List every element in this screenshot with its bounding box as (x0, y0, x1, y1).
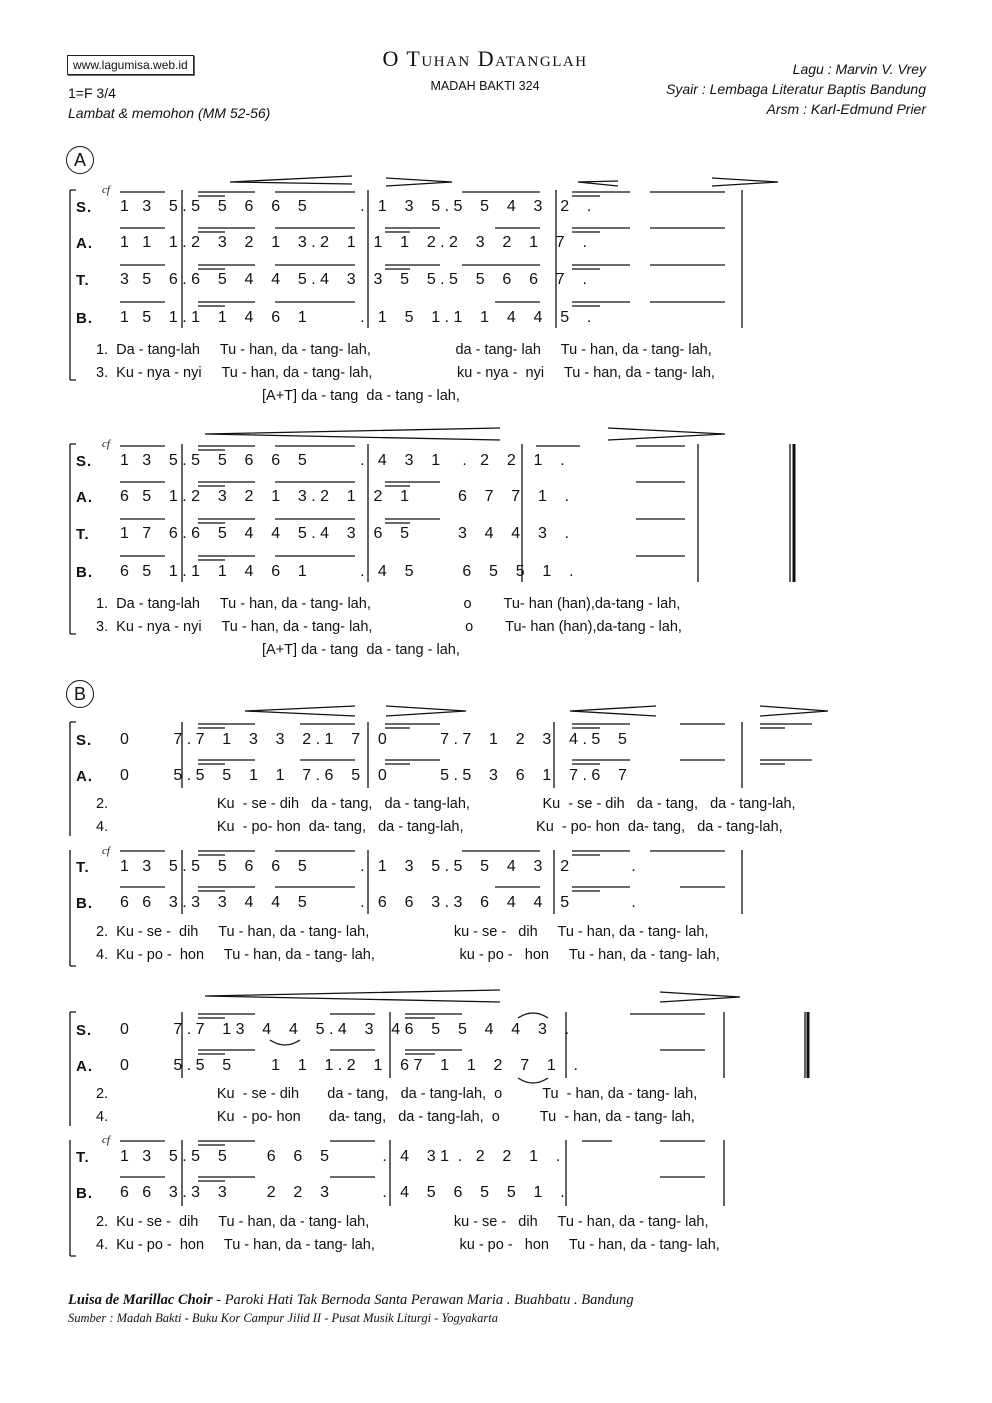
song-subtitle: MADAH BAKTI 324 (430, 79, 540, 93)
lyric-sa-verse-2: 2. Ku - se - dih da - tang, da - tang-lah, o Tu - han, da - tang- lah, (96, 1086, 698, 1102)
voice-label-soprano: S. (76, 1022, 93, 1039)
soprano-notes: 1 3 5 . 5 5 6 6 5 . 4 3 1 . 2 2 1 . (120, 452, 565, 469)
tenor-notes: 3 5 6 . 6 5 4 4 5 . 4 3 3 5 5 . 5 5 6 6 7 . (120, 271, 587, 288)
arranger: Arsm : Karl-Edmund Prier (766, 101, 926, 117)
credits (666, 59, 926, 119)
alto-notes: 0 5 . 5 5 1 1 7 . 6 5 0 5 . 5 3 6 1 7 . 6 7 (120, 767, 627, 784)
section-b-marker: B (66, 680, 94, 708)
voice-label-bass: B. (76, 1185, 93, 1202)
voice-label-alto: A. (76, 235, 93, 252)
lyric-tb-verse-2: 2. Ku - se - dih Tu - han, da - tang- lah, ku - se - dih Tu - han, da - tang- lah, (96, 1214, 709, 1230)
voice-label-bass: B. (76, 310, 93, 327)
cf-marking: cf (102, 438, 110, 450)
voice-label-alto: A. (76, 1058, 93, 1075)
key-signature: 1=F 3/4 (68, 85, 116, 101)
voice-label-tenor: T. (76, 859, 90, 876)
lyric-sa-verse-4: 4. Ku - po- hon da- tang, da - tang-lah, Ku - po- hon da- tang, da - tang-lah, (96, 819, 783, 835)
lyric-sa-verse-4: 4. Ku - po- hon da- tang, da - tang-lah, o Tu - han, da - tang- lah, (96, 1109, 695, 1125)
lyric-sa-verse-2: 2. Ku - se - dih da - tang, da - tang-lah, Ku - se - dih da - tang, da - tang-lah, (96, 796, 796, 812)
cf-marking: cf (102, 1134, 110, 1146)
tempo-marking: Lambat & memohon (MM 52-56) (68, 105, 271, 121)
choir-name: Luisa de Marillac Choir (68, 1292, 213, 1308)
bass-notes: 6 6 3 . 3 3 4 4 5 . 6 6 3 . 3 6 4 4 5 . (120, 894, 636, 911)
voice-label-alto: A. (76, 489, 93, 506)
soprano-notes: 1 3 5 . 5 5 6 6 5 . 1 3 5 . 5 5 4 3 2 . (120, 198, 592, 215)
footer-choir-info (68, 1292, 634, 1309)
alto-notes: 6 5 1 . 2 3 2 1 3 . 2 1 2 1 6 7 7 1 . (120, 488, 570, 505)
lyric-alto-tenor: [A+T] da - tang da - tang - lah, (262, 642, 460, 658)
song-title: O Tuhan Datanglah (382, 46, 588, 71)
alto-notes: 1 1 1 . 2 3 2 1 3 . 2 1 1 1 2 . 2 3 2 1 7 . (120, 234, 587, 251)
voice-label-tenor: T. (76, 272, 90, 289)
voice-label-soprano: S. (76, 199, 93, 216)
alto-notes: 0 5 . 5 5 1 1 1 . 2 1 6 7 1 1 2 7 1 . (120, 1057, 578, 1074)
website-label: www.lagumisa.web.id (67, 55, 194, 75)
cf-marking: cf (102, 184, 110, 196)
lyric-verse-3: 3. Ku - nya - nyi Tu - han, da - tang- lah, ku - nya - nyi Tu - han, da - tang- lah, (96, 365, 715, 381)
lyric-verse-1: 1. Da - tang-lah Tu - han, da - tang- lah, o Tu- han (han),da-tang - lah, (96, 596, 681, 612)
voice-label-bass: B. (76, 895, 93, 912)
tenor-notes: 1 3 5 . 5 5 6 6 5 . 4 3 1 . 2 2 1 . (120, 1148, 561, 1165)
voice-label-soprano: S. (76, 453, 93, 470)
soprano-notes: 0 7 . 7 1 3 3 2 . 1 7 0 7 . 7 1 2 3 4 . 5 5 (120, 731, 627, 748)
voice-label-tenor: T. (76, 526, 90, 543)
voice-label-soprano: S. (76, 732, 93, 749)
lyric-tb-verse-4: 4. Ku - po - hon Tu - han, da - tang- lah, ku - po - hon Tu - han, da - tang- lah, (96, 947, 720, 963)
section-a-marker: A (66, 146, 94, 174)
lyric-tb-verse-4: 4. Ku - po - hon Tu - han, da - tang- lah, ku - po - hon Tu - han, da - tang- lah, (96, 1237, 720, 1253)
tenor-notes: 1 7 6 . 6 5 4 4 5 . 4 3 6 5 3 4 4 3 . (120, 525, 570, 542)
composer: Lagu : Marvin V. Vrey (792, 61, 926, 77)
lyric-verse-3: 3. Ku - nya - nyi Tu - han, da - tang- lah, o Tu- han (han),da-tang - lah, (96, 619, 682, 635)
footer-source: Sumber : Madah Bakti - Buku Kor Campur Jilid II - Pusat Musik Liturgi - Yogyakarta (68, 1311, 498, 1325)
bass-notes: 6 6 3 . 3 3 2 2 3 . 4 5 6 5 5 1 . (120, 1184, 565, 1201)
voice-label-bass: B. (76, 564, 93, 581)
voice-label-alto: A. (76, 768, 93, 785)
cf-marking: cf (102, 845, 110, 857)
parish-name: - Paroki Hati Tak Bernoda Santa Perawan Maria . Buahbatu . Bandung (212, 1292, 634, 1308)
bass-notes: 6 5 1 . 1 1 4 6 1 . 4 5 6 5 5 1 . (120, 563, 574, 580)
lyricist: Syair : Lembaga Literatur Baptis Bandung (666, 81, 926, 97)
bass-notes: 1 5 1 . 1 1 4 6 1 . 1 5 1 . 1 1 4 4 5 . (120, 309, 592, 326)
lyric-tb-verse-2: 2. Ku - se - dih Tu - han, da - tang- lah, ku - se - dih Tu - han, da - tang- lah, (96, 924, 709, 940)
tenor-notes: 1 3 5 . 5 5 6 6 5 . 1 3 5 . 5 5 4 3 2 . (120, 858, 636, 875)
voice-label-tenor: T. (76, 1149, 90, 1166)
lyric-alto-tenor: [A+T] da - tang da - tang - lah, (262, 388, 460, 404)
lyric-verse-1: 1. Da - tang-lah Tu - han, da - tang- lah, da - tang- lah Tu - han, da - tang- lah, (96, 342, 712, 358)
soprano-notes: 0 7 . 7 1 3 4 4 5 . 4 3 4 6 5 5 4 4 3 . (120, 1021, 570, 1038)
